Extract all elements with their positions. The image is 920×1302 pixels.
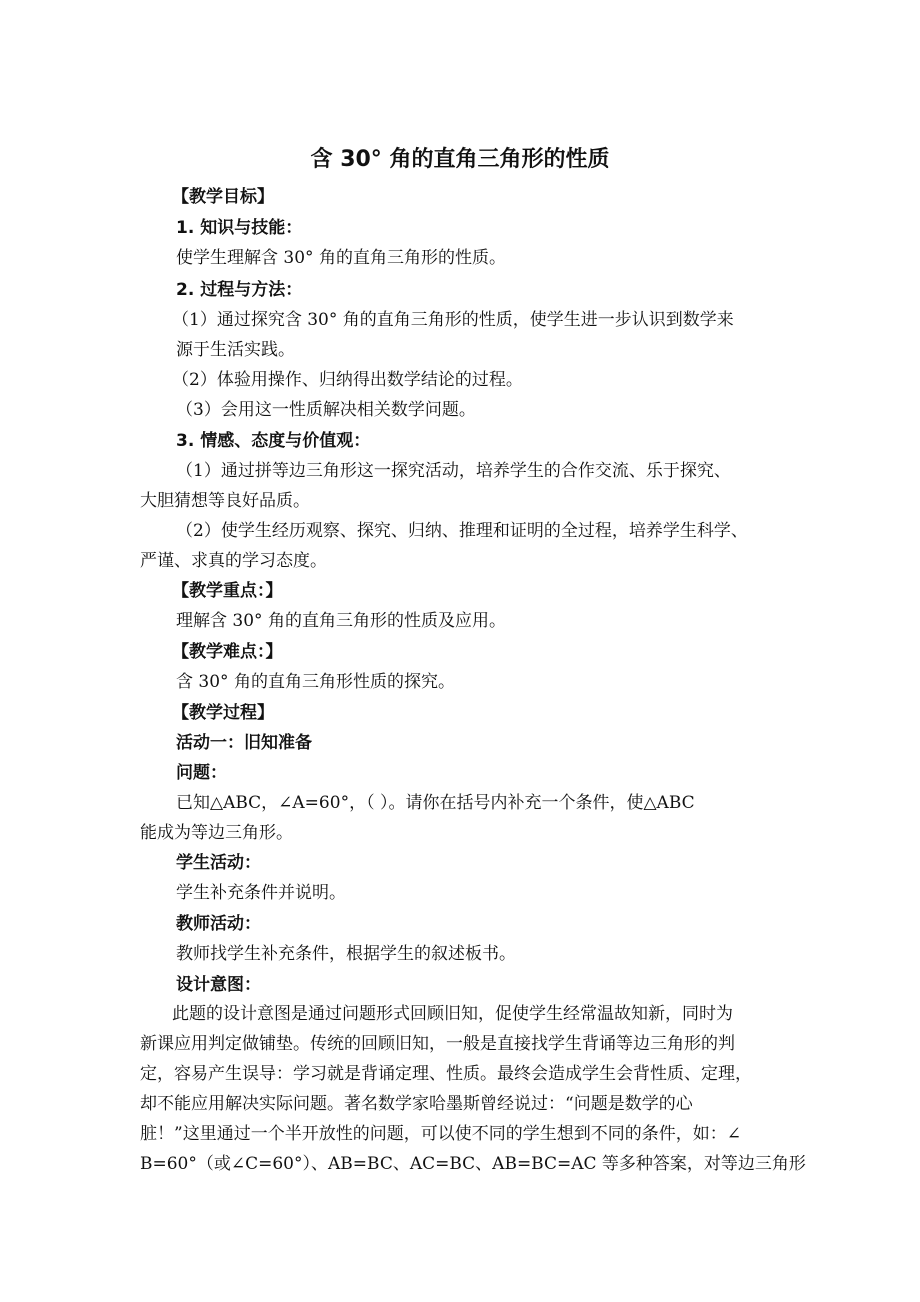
process-item-1-line1: （1）通过探究含 30° 角的直角三角形的性质，使学生进一步认识到数学来 [172,310,734,330]
teacher-activity-text: 教师找学生补充条件，根据学生的叙述板书。 [176,944,516,964]
teaching-goals-heading: 【教学目标】 [172,187,274,207]
difficulties-text: 含 30° 角的直角三角形性质的探究。 [176,672,455,692]
process-item-2: （2）体验用操作、归纳得出数学结论的过程。 [172,370,523,390]
process-item-3: （3）会用这一性质解决相关数学问题。 [176,400,476,420]
design-intent-line: 脏！”这里通过一个半开放性的问题，可以使不同的学生想到不同的条件，如：∠ [140,1124,741,1144]
process-method-title: 2. 过程与方法： [176,280,303,300]
emotion-item-2-line1: （2）使学生经历观察、探究、归纳、推理和证明的全过程，培养学生科学、 [176,521,748,541]
design-intent-line: 新课应用判定做铺垫。传统的回顾旧知，一般是直接找学生背诵等边三角形的判 [140,1034,735,1054]
process-item-1-line2: 源于生活实践。 [176,340,295,360]
student-activity-label: 学生活动： [176,853,261,873]
design-intent-line: 此题的设计意图是通过问题形式回顾旧知，促使学生经常温故知新，同时为 [172,1004,733,1024]
difficulties-heading: 【教学难点：】 [172,642,283,662]
emotion-item-2-line2: 严谨、求真的学习态度。 [140,551,327,571]
question-label: 问题： [176,763,227,783]
emotion-values-title: 3. 情感、态度与价值观： [176,431,371,451]
design-intent-line: 却不能应用解决实际问题。著名数学家哈墨斯曾经说过：“问题是数学的心 [140,1094,693,1114]
emotion-item-1-line2: 大胆猜想等良好品质。 [140,491,310,511]
design-intent-label: 设计意图： [176,975,261,995]
key-points-text: 理解含 30° 角的直角三角形的性质及应用。 [176,611,506,631]
document-title: 含 30° 角的直角三角形的性质 [310,147,610,172]
key-points-heading: 【教学重点：】 [172,581,283,601]
teaching-process-heading: 【教学过程】 [172,703,274,723]
activity-one-title: 活动一：旧知准备 [176,733,312,753]
student-activity-text: 学生补充条件并说明。 [176,883,346,903]
design-intent-line: 定，容易产生误导：学习就是背诵定理、性质。最终会造成学生会背性质、定理， [140,1064,752,1084]
question-line2: 能成为等边三角形。 [140,823,293,843]
design-intent-line: B=60°（或∠C=60°）、AB=BC、AC=BC、AB=BC=AC 等多种答案，对等边三角形 [140,1154,806,1174]
question-line1: 已知△ABC，∠A=60°，（ ）。请你在括号内补充一个条件，使△ABC [176,793,695,813]
knowledge-skills-title: 1. 知识与技能： [176,218,303,238]
teacher-activity-label: 教师活动： [176,914,261,934]
emotion-item-1-line1: （1）通过拼等边三角形这一探究活动，培养学生的合作交流、乐于探究、 [176,461,731,481]
knowledge-skills-text: 使学生理解含 30° 角的直角三角形的性质。 [176,248,506,268]
